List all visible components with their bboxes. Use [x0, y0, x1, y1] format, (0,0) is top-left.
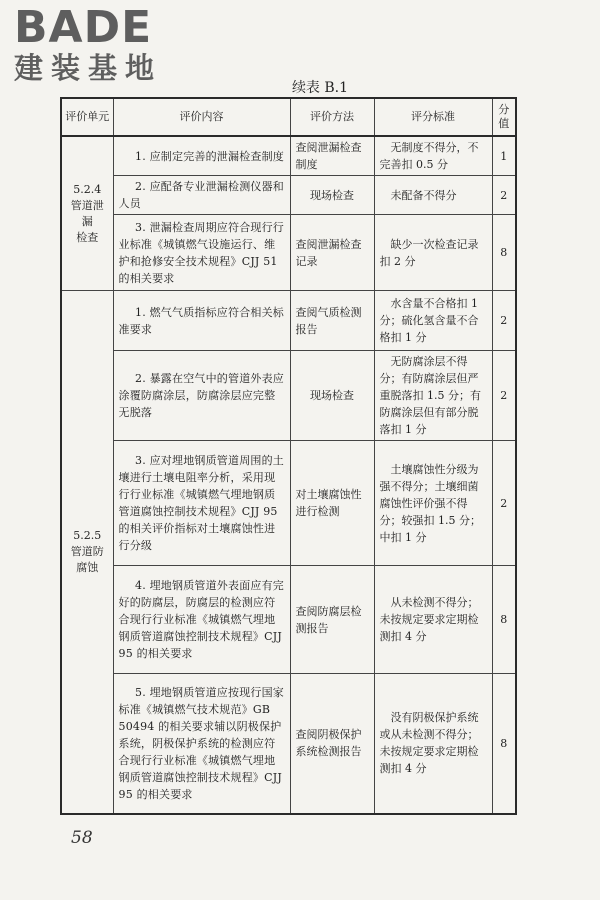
header-method: 评价方法 — [290, 98, 374, 136]
score-cell: 8 — [492, 215, 516, 291]
table-header-row — [61, 98, 516, 136]
method-cell: 查阅泄漏检查制度 — [290, 136, 374, 176]
method-cell: 查阅气质检测报告 — [290, 291, 374, 351]
score-cell: 2 — [492, 351, 516, 441]
content-cell: 1. 应制定完善的泄漏检查制度 — [113, 136, 290, 176]
method-cell: 现场检查 — [290, 351, 374, 441]
unit-label: 5.2.5 管道防 腐蚀 — [70, 528, 104, 574]
content-cell: 5. 埋地钢质管道应按现行国家标准《城镇燃气技术规范》GB 50494 的相关要求辅以阴极保护系统，阴极保护系统的检测应符合现行行业标准《城镇燃气埋地钢质管道腐蚀控制技术规程》CJJ 95 的相关要求 — [113, 674, 290, 814]
criteria-cell: 无制度不得分，不完善扣 0.5 分 — [374, 136, 492, 176]
header-content: 评价内容 — [113, 98, 290, 136]
logo-subtitle: 建装基地 — [14, 51, 163, 85]
page-number: 58 — [71, 828, 93, 848]
criteria-cell: 没有阴极保护系统或从未检测不得分；未按规定要求定期检测扣 4 分 — [374, 674, 492, 814]
content-cell: 1. 燃气气质指标应符合相关标准要求 — [113, 291, 290, 351]
method-cell: 现场检查 — [290, 176, 374, 215]
score-cell: 2 — [492, 441, 516, 566]
score-cell: 2 — [492, 176, 516, 215]
method-cell: 查阅防腐层检测报告 — [290, 566, 374, 674]
header-score: 分值 — [492, 98, 516, 136]
logo-wordmark: BADE — [14, 2, 153, 53]
score-cell: 1 — [492, 136, 516, 176]
brand-logo — [14, 2, 163, 85]
criteria-cell: 水含量不合格扣 1 分；硫化氢含量不合格扣 1 分 — [374, 291, 492, 351]
method-cell: 查阅阴极保护系统检测报告 — [290, 674, 374, 814]
method-cell: 查阅泄漏检查记录 — [290, 215, 374, 291]
content-cell: 2. 应配备专业泄漏检测仪器和人员 — [113, 176, 290, 215]
criteria-cell: 从未检测不得分；未按规定要求定期检测扣 4 分 — [374, 566, 492, 674]
table-row — [61, 566, 516, 674]
method-cell: 对土壤腐蚀性进行检测 — [290, 441, 374, 566]
score-cell: 8 — [492, 674, 516, 814]
table-row — [61, 291, 516, 351]
content-cell: 2. 暴露在空气中的管道外表应涂覆防腐涂层，防腐涂层应完整无脱落 — [113, 351, 290, 441]
evaluation-table — [60, 97, 517, 815]
criteria-cell: 无防腐涂层不得分；有防腐涂层但严重脱落扣 1.5 分；有防腐涂层但有部分脱落扣 1 分 — [374, 351, 492, 441]
score-cell: 2 — [492, 291, 516, 351]
content-cell: 3. 泄漏检查周期应符合现行行业标准《城镇燃气设施运行、维护和抢修安全技术规程》CJJ 51 的相关要求 — [113, 215, 290, 291]
score-cell: 8 — [492, 566, 516, 674]
unit-cell — [61, 291, 113, 814]
table-row — [61, 136, 516, 176]
content-cell: 4. 埋地钢质管道外表面应有完好的防腐层，防腐层的检测应符合现行行业标准《城镇燃气埋地钢质管道腐蚀控制技术规程》CJJ 95 的相关要求 — [113, 566, 290, 674]
table-row — [61, 441, 516, 566]
table-caption: 续表 B.1 — [291, 80, 349, 96]
table-row — [61, 215, 516, 291]
table-row — [61, 176, 516, 215]
header-criteria: 评分标准 — [374, 98, 492, 136]
table-body — [61, 136, 516, 814]
criteria-cell: 未配备不得分 — [374, 176, 492, 215]
criteria-cell: 缺少一次检查记录扣 2 分 — [374, 215, 492, 291]
table-row — [61, 351, 516, 441]
header-unit: 评价单元 — [61, 98, 113, 136]
unit-label: 5.2.4 管道泄漏 检查 — [70, 182, 104, 244]
unit-cell — [61, 136, 113, 291]
criteria-cell: 土壤腐蚀性分级为强不得分；土壤细菌腐蚀性评价强不得分；较强扣 1.5 分；中扣 1 分 — [374, 441, 492, 566]
table-row — [61, 674, 516, 814]
content-cell: 3. 应对埋地钢质管道周围的土壤进行土壤电阻率分析，采用现行行业标准《城镇燃气埋地钢质管道腐蚀控制技术规程》CJJ 95 的相关评价指标对土壤腐蚀性进行分级 — [113, 441, 290, 566]
